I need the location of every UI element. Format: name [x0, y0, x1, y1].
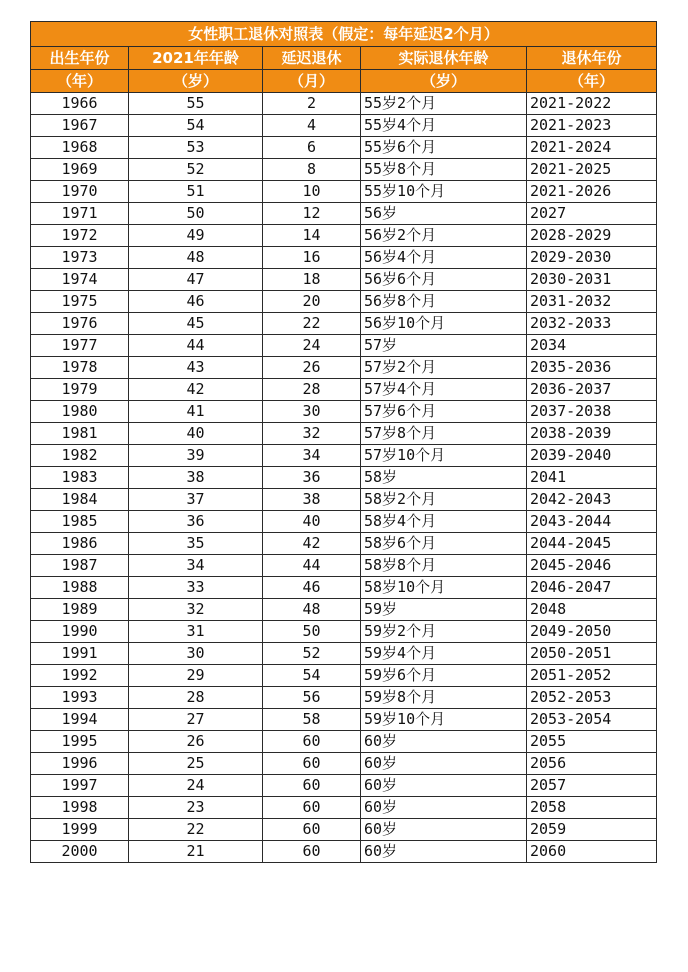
cell-birth-year: 1974 — [31, 269, 129, 291]
cell-actual-retire-age: 55岁2个月 — [361, 93, 527, 115]
cell-birth-year: 1973 — [31, 247, 129, 269]
cell-actual-retire-age: 57岁8个月 — [361, 423, 527, 445]
cell-actual-retire-age: 57岁 — [361, 335, 527, 357]
cell-actual-retire-age: 57岁2个月 — [361, 357, 527, 379]
cell-birth-year: 1970 — [31, 181, 129, 203]
table-row — [31, 357, 657, 379]
header-retire-year: 退休年份 — [527, 47, 657, 70]
cell-retire-year: 2060 — [527, 841, 657, 863]
table-body — [31, 93, 657, 863]
cell-actual-retire-age: 59岁2个月 — [361, 621, 527, 643]
cell-delay-months: 34 — [263, 445, 361, 467]
cell-birth-year: 1998 — [31, 797, 129, 819]
table-row — [31, 423, 657, 445]
cell-delay-months: 6 — [263, 137, 361, 159]
cell-actual-retire-age: 59岁 — [361, 599, 527, 621]
cell-actual-retire-age: 56岁6个月 — [361, 269, 527, 291]
cell-actual-retire-age: 59岁4个月 — [361, 643, 527, 665]
cell-retire-year: 2056 — [527, 753, 657, 775]
cell-delay-months: 22 — [263, 313, 361, 335]
cell-birth-year: 1978 — [31, 357, 129, 379]
cell-birth-year: 1995 — [31, 731, 129, 753]
table-row — [31, 93, 657, 115]
cell-age-2021: 28 — [129, 687, 263, 709]
cell-birth-year: 1979 — [31, 379, 129, 401]
table-row — [31, 797, 657, 819]
cell-actual-retire-age: 55岁6个月 — [361, 137, 527, 159]
cell-age-2021: 34 — [129, 555, 263, 577]
cell-birth-year: 1987 — [31, 555, 129, 577]
cell-age-2021: 42 — [129, 379, 263, 401]
cell-age-2021: 31 — [129, 621, 263, 643]
table-row — [31, 555, 657, 577]
table-row — [31, 269, 657, 291]
cell-age-2021: 51 — [129, 181, 263, 203]
cell-retire-year: 2027 — [527, 203, 657, 225]
cell-age-2021: 26 — [129, 731, 263, 753]
cell-delay-months: 58 — [263, 709, 361, 731]
header-retire-year-unit: （年） — [527, 70, 657, 93]
cell-birth-year: 1969 — [31, 159, 129, 181]
cell-birth-year: 1976 — [31, 313, 129, 335]
cell-delay-months: 28 — [263, 379, 361, 401]
cell-retire-year: 2038-2039 — [527, 423, 657, 445]
cell-age-2021: 41 — [129, 401, 263, 423]
cell-retire-year: 2032-2033 — [527, 313, 657, 335]
cell-actual-retire-age: 60岁 — [361, 841, 527, 863]
table-row — [31, 291, 657, 313]
cell-age-2021: 29 — [129, 665, 263, 687]
cell-retire-year: 2036-2037 — [527, 379, 657, 401]
cell-age-2021: 39 — [129, 445, 263, 467]
header-birth-year: 出生年份 — [31, 47, 129, 70]
cell-age-2021: 21 — [129, 841, 263, 863]
table-row — [31, 533, 657, 555]
cell-birth-year: 1986 — [31, 533, 129, 555]
cell-actual-retire-age: 56岁4个月 — [361, 247, 527, 269]
cell-actual-retire-age: 55岁4个月 — [361, 115, 527, 137]
cell-retire-year: 2021-2023 — [527, 115, 657, 137]
cell-birth-year: 1971 — [31, 203, 129, 225]
cell-age-2021: 47 — [129, 269, 263, 291]
header-actual-retire-age-unit: （岁） — [361, 70, 527, 93]
cell-age-2021: 50 — [129, 203, 263, 225]
cell-actual-retire-age: 59岁6个月 — [361, 665, 527, 687]
cell-age-2021: 45 — [129, 313, 263, 335]
table-row — [31, 159, 657, 181]
table-row — [31, 225, 657, 247]
cell-actual-retire-age: 55岁8个月 — [361, 159, 527, 181]
cell-delay-months: 60 — [263, 753, 361, 775]
cell-age-2021: 53 — [129, 137, 263, 159]
cell-retire-year: 2039-2040 — [527, 445, 657, 467]
cell-birth-year: 1982 — [31, 445, 129, 467]
retirement-table — [30, 21, 657, 863]
table-row — [31, 775, 657, 797]
table-row — [31, 445, 657, 467]
cell-actual-retire-age: 58岁2个月 — [361, 489, 527, 511]
cell-birth-year: 1977 — [31, 335, 129, 357]
cell-actual-retire-age: 58岁4个月 — [361, 511, 527, 533]
cell-retire-year: 2021-2024 — [527, 137, 657, 159]
cell-retire-year: 2035-2036 — [527, 357, 657, 379]
cell-birth-year: 1991 — [31, 643, 129, 665]
table-row — [31, 467, 657, 489]
cell-age-2021: 40 — [129, 423, 263, 445]
cell-retire-year: 2057 — [527, 775, 657, 797]
header-age-2021: 2021年年龄 — [129, 47, 263, 70]
cell-delay-months: 46 — [263, 577, 361, 599]
table-row — [31, 621, 657, 643]
cell-actual-retire-age: 60岁 — [361, 731, 527, 753]
cell-actual-retire-age: 60岁 — [361, 753, 527, 775]
cell-actual-retire-age: 59岁10个月 — [361, 709, 527, 731]
cell-actual-retire-age: 57岁4个月 — [361, 379, 527, 401]
cell-age-2021: 33 — [129, 577, 263, 599]
table-row — [31, 665, 657, 687]
table-row — [31, 753, 657, 775]
table-row — [31, 313, 657, 335]
cell-delay-months: 4 — [263, 115, 361, 137]
cell-retire-year: 2059 — [527, 819, 657, 841]
cell-birth-year: 1975 — [31, 291, 129, 313]
cell-delay-months: 2 — [263, 93, 361, 115]
cell-retire-year: 2049-2050 — [527, 621, 657, 643]
cell-retire-year: 2052-2053 — [527, 687, 657, 709]
table-row — [31, 335, 657, 357]
cell-age-2021: 25 — [129, 753, 263, 775]
cell-delay-months: 24 — [263, 335, 361, 357]
cell-actual-retire-age: 58岁8个月 — [361, 555, 527, 577]
cell-actual-retire-age: 57岁6个月 — [361, 401, 527, 423]
table-row — [31, 577, 657, 599]
cell-birth-year: 1966 — [31, 93, 129, 115]
cell-age-2021: 36 — [129, 511, 263, 533]
cell-birth-year: 1993 — [31, 687, 129, 709]
cell-delay-months: 48 — [263, 599, 361, 621]
cell-delay-months: 16 — [263, 247, 361, 269]
cell-delay-months: 60 — [263, 775, 361, 797]
cell-delay-months: 60 — [263, 797, 361, 819]
cell-retire-year: 2028-2029 — [527, 225, 657, 247]
cell-age-2021: 23 — [129, 797, 263, 819]
cell-delay-months: 42 — [263, 533, 361, 555]
cell-actual-retire-age: 56岁2个月 — [361, 225, 527, 247]
cell-delay-months: 12 — [263, 203, 361, 225]
cell-retire-year: 2044-2045 — [527, 533, 657, 555]
cell-actual-retire-age: 60岁 — [361, 797, 527, 819]
cell-retire-year: 2030-2031 — [527, 269, 657, 291]
cell-birth-year: 1997 — [31, 775, 129, 797]
cell-age-2021: 54 — [129, 115, 263, 137]
cell-age-2021: 27 — [129, 709, 263, 731]
cell-delay-months: 52 — [263, 643, 361, 665]
table-row — [31, 181, 657, 203]
cell-retire-year: 2046-2047 — [527, 577, 657, 599]
cell-actual-retire-age: 56岁 — [361, 203, 527, 225]
table-row — [31, 599, 657, 621]
cell-delay-months: 60 — [263, 731, 361, 753]
table-row — [31, 137, 657, 159]
table-row — [31, 247, 657, 269]
cell-age-2021: 37 — [129, 489, 263, 511]
cell-birth-year: 1985 — [31, 511, 129, 533]
table-row — [31, 643, 657, 665]
header-delay: 延迟退休 — [263, 47, 361, 70]
cell-delay-months: 54 — [263, 665, 361, 687]
cell-birth-year: 1980 — [31, 401, 129, 423]
cell-age-2021: 55 — [129, 93, 263, 115]
cell-retire-year: 2031-2032 — [527, 291, 657, 313]
cell-retire-year: 2043-2044 — [527, 511, 657, 533]
cell-retire-year: 2050-2051 — [527, 643, 657, 665]
cell-retire-year: 2042-2043 — [527, 489, 657, 511]
cell-age-2021: 46 — [129, 291, 263, 313]
header-delay-unit: （月） — [263, 70, 361, 93]
table-row — [31, 819, 657, 841]
cell-birth-year: 1968 — [31, 137, 129, 159]
cell-actual-retire-age: 57岁10个月 — [361, 445, 527, 467]
cell-delay-months: 30 — [263, 401, 361, 423]
cell-age-2021: 44 — [129, 335, 263, 357]
cell-retire-year: 2021-2025 — [527, 159, 657, 181]
cell-age-2021: 49 — [129, 225, 263, 247]
header-actual-retire-age: 实际退休年龄 — [361, 47, 527, 70]
cell-delay-months: 32 — [263, 423, 361, 445]
cell-age-2021: 32 — [129, 599, 263, 621]
table-row — [31, 379, 657, 401]
cell-delay-months: 14 — [263, 225, 361, 247]
table-title: 女性职工退休对照表（假定：每年延迟2个月） — [31, 22, 657, 47]
cell-delay-months: 26 — [263, 357, 361, 379]
cell-actual-retire-age: 58岁 — [361, 467, 527, 489]
cell-delay-months: 50 — [263, 621, 361, 643]
table-row — [31, 115, 657, 137]
cell-retire-year: 2021-2022 — [527, 93, 657, 115]
cell-age-2021: 52 — [129, 159, 263, 181]
cell-actual-retire-age: 56岁8个月 — [361, 291, 527, 313]
cell-retire-year: 2051-2052 — [527, 665, 657, 687]
cell-retire-year: 2048 — [527, 599, 657, 621]
cell-age-2021: 35 — [129, 533, 263, 555]
cell-delay-months: 60 — [263, 841, 361, 863]
cell-delay-months: 38 — [263, 489, 361, 511]
cell-delay-months: 20 — [263, 291, 361, 313]
cell-retire-year: 2053-2054 — [527, 709, 657, 731]
cell-retire-year: 2055 — [527, 731, 657, 753]
cell-actual-retire-age: 58岁6个月 — [361, 533, 527, 555]
cell-age-2021: 43 — [129, 357, 263, 379]
table-row — [31, 203, 657, 225]
table-row — [31, 489, 657, 511]
cell-age-2021: 22 — [129, 819, 263, 841]
cell-retire-year: 2041 — [527, 467, 657, 489]
cell-age-2021: 30 — [129, 643, 263, 665]
cell-retire-year: 2034 — [527, 335, 657, 357]
cell-birth-year: 1972 — [31, 225, 129, 247]
header-birth-year-unit: （年） — [31, 70, 129, 93]
cell-birth-year: 1989 — [31, 599, 129, 621]
table-row — [31, 709, 657, 731]
cell-actual-retire-age: 58岁10个月 — [361, 577, 527, 599]
cell-retire-year: 2029-2030 — [527, 247, 657, 269]
cell-age-2021: 38 — [129, 467, 263, 489]
cell-age-2021: 24 — [129, 775, 263, 797]
cell-delay-months: 36 — [263, 467, 361, 489]
cell-delay-months: 10 — [263, 181, 361, 203]
cell-delay-months: 56 — [263, 687, 361, 709]
cell-birth-year: 1984 — [31, 489, 129, 511]
cell-delay-months: 60 — [263, 819, 361, 841]
table-row — [31, 731, 657, 753]
cell-age-2021: 48 — [129, 247, 263, 269]
cell-birth-year: 1988 — [31, 577, 129, 599]
cell-delay-months: 18 — [263, 269, 361, 291]
cell-actual-retire-age: 59岁8个月 — [361, 687, 527, 709]
cell-delay-months: 44 — [263, 555, 361, 577]
cell-birth-year: 1983 — [31, 467, 129, 489]
cell-birth-year: 1992 — [31, 665, 129, 687]
cell-birth-year: 2000 — [31, 841, 129, 863]
cell-retire-year: 2021-2026 — [527, 181, 657, 203]
cell-birth-year: 1990 — [31, 621, 129, 643]
table-row — [31, 401, 657, 423]
cell-delay-months: 8 — [263, 159, 361, 181]
cell-birth-year: 1981 — [31, 423, 129, 445]
cell-actual-retire-age: 60岁 — [361, 819, 527, 841]
cell-retire-year: 2037-2038 — [527, 401, 657, 423]
cell-retire-year: 2045-2046 — [527, 555, 657, 577]
cell-birth-year: 1999 — [31, 819, 129, 841]
cell-retire-year: 2058 — [527, 797, 657, 819]
table-row — [31, 841, 657, 863]
table-row — [31, 511, 657, 533]
table-row — [31, 687, 657, 709]
cell-actual-retire-age: 56岁10个月 — [361, 313, 527, 335]
cell-birth-year: 1967 — [31, 115, 129, 137]
cell-actual-retire-age: 60岁 — [361, 775, 527, 797]
cell-birth-year: 1994 — [31, 709, 129, 731]
cell-delay-months: 40 — [263, 511, 361, 533]
header-age-2021-unit: （岁） — [129, 70, 263, 93]
cell-birth-year: 1996 — [31, 753, 129, 775]
cell-actual-retire-age: 55岁10个月 — [361, 181, 527, 203]
